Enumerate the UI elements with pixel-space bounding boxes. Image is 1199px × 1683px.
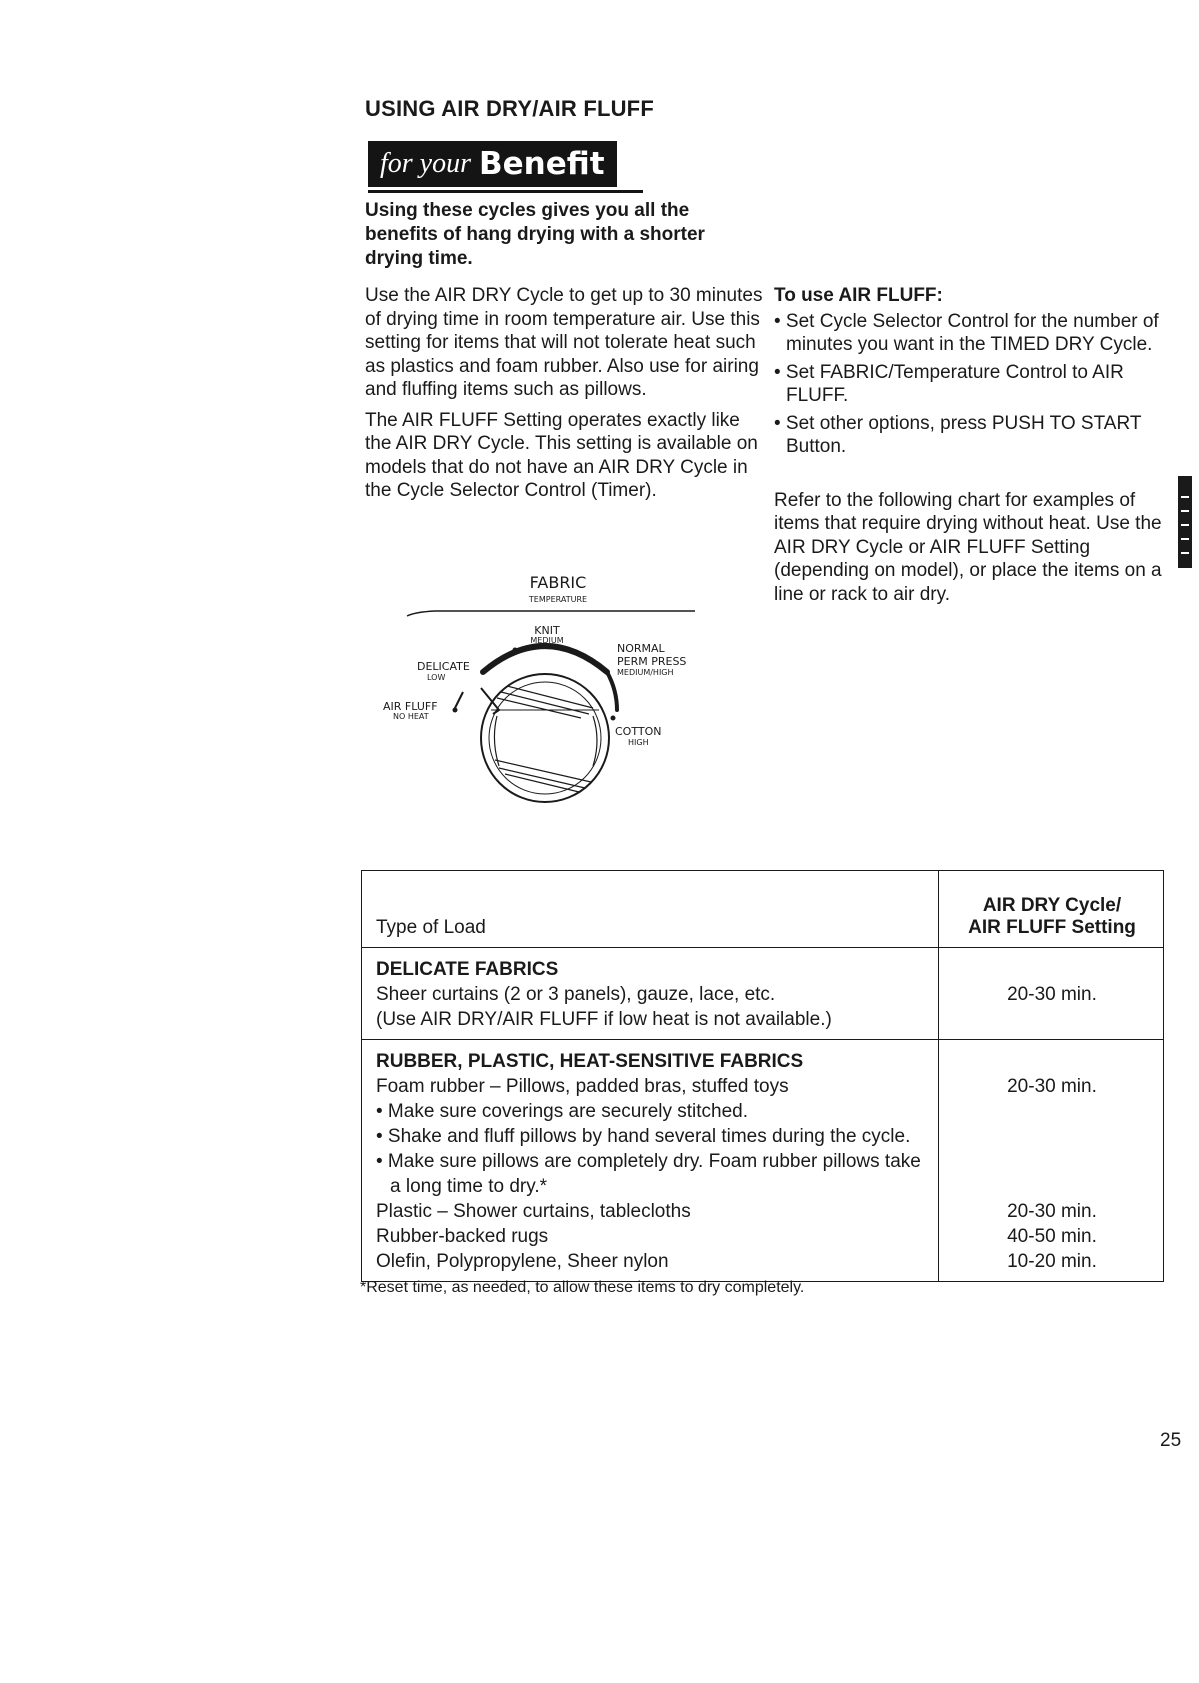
dial-svg	[383, 560, 715, 840]
dial-dot	[611, 716, 616, 721]
air-dry-load-table	[361, 870, 1164, 1282]
table-header-row	[362, 871, 1164, 948]
dial-subtitle: TEMPERATURE	[528, 595, 588, 604]
badge-underline	[368, 190, 643, 193]
delicate-time-cell: 20-30 min.	[939, 948, 1164, 1040]
dial-dot	[513, 648, 518, 653]
knit-label: KNIT	[534, 624, 560, 637]
badge-big-text: Benefit	[479, 146, 605, 182]
delicate-sub-label: LOW	[427, 673, 446, 682]
dial-pointer-left	[455, 692, 463, 708]
step-item: • Set other options, press PUSH TO START Button.	[774, 412, 1142, 457]
dial-dot	[453, 708, 458, 713]
step-item: • Set FABRIC/Temperature Control to AIR FLUFF.	[774, 361, 1124, 406]
air-fluff-steps	[774, 310, 1174, 459]
air-dry-paragraph: Use the AIR DRY Cycle to get up to 30 minutes of drying time in room temperature air. Use this setting for items that will not tolerate heat such as plastics and foam rubber. Also use for airing and fluffing items such as pillows.	[365, 285, 763, 400]
left-column	[365, 284, 765, 510]
page-number: 25	[1160, 1430, 1182, 1451]
step-item: • Set Cycle Selector Control for the number of minutes you want in the TIMED DRY Cycle.	[774, 310, 1159, 355]
rubber-plastic-cell: RUBBER, PLASTIC, HEAT-SENSITIVE FABRICS Foam rubber – Pillows, padded bras, stuffed toys • Make sure coverings are securely stitched. • Shake and fluff pillows by hand several times during the cycle. • Make sure pillows are completely dry. Foam rubber pillows take a long time to dry.* Plastic – Shower curtains, tablecloths Rubber-backed rugs Olefin, Polypropylene, Sheer nylon	[362, 1040, 939, 1282]
air-fluff-label: AIR FLUFF	[383, 700, 438, 713]
badge-small-text: for your	[380, 148, 471, 179]
delicate-label: DELICATE	[417, 660, 470, 673]
cotton-label: COTTON	[615, 725, 662, 738]
perm-press-sub-label: MEDIUM/HIGH	[617, 668, 674, 677]
dial-underline	[407, 611, 695, 616]
dial-arc-right	[607, 672, 617, 710]
dial-arc	[483, 646, 607, 672]
air-fluff-paragraph: The AIR FLUFF Setting operates exactly like the AIR DRY Cycle. This setting is available on models that do not have an AIR DRY Cycle in the Cycle Selector Control (Timer).	[365, 409, 758, 501]
knit-sub-label: MEDIUM	[530, 636, 564, 645]
air-dry-time-header: AIR DRY Cycle/ AIR FLUFF Setting	[939, 871, 1164, 948]
footnote: *Reset time, as needed, to allow these items to dry completely.	[360, 1279, 805, 1296]
type-of-load-header: Type of Load	[362, 871, 939, 948]
cotton-sub-label: HIGH	[628, 738, 649, 747]
delicate-fabrics-cell: DELICATE FABRICS Sheer curtains (2 or 3 panels), gauze, lace, etc. (Use AIR DRY/AIR FLUFF if low heat is not available.)	[362, 948, 939, 1040]
refer-paragraph: Refer to the following chart for examples of items that require drying without heat. Use the AIR DRY Cycle or AIR FLUFF Setting (depending on model), or place the items on a line or rack to air dry.	[774, 489, 1162, 605]
fabric-temperature-dial-illustration	[383, 560, 715, 840]
normal-label: NORMAL	[617, 642, 665, 655]
air-fluff-heading: To use AIR FLUFF:	[774, 285, 943, 306]
section-title: USING AIR DRY/AIR FLUFF	[365, 96, 654, 121]
table-row	[362, 948, 1164, 1040]
air-fluff-sub-label: NO HEAT	[393, 712, 429, 721]
intro-text: Using these cycles gives you all the benefits of hang drying with a shorter drying time.	[365, 200, 705, 269]
dial-knob	[481, 674, 609, 802]
right-column	[774, 284, 1174, 606]
table-row	[362, 1040, 1164, 1282]
perm-press-label: PERM PRESS	[617, 655, 687, 668]
rubber-plastic-time-cell: 20-30 min. 20-30 min. 40-50 min. 10-20 min.	[939, 1040, 1164, 1282]
dial-title: FABRIC	[529, 573, 587, 592]
side-tab-marker-icon	[1172, 476, 1196, 568]
for-your-benefit-badge	[368, 141, 617, 187]
